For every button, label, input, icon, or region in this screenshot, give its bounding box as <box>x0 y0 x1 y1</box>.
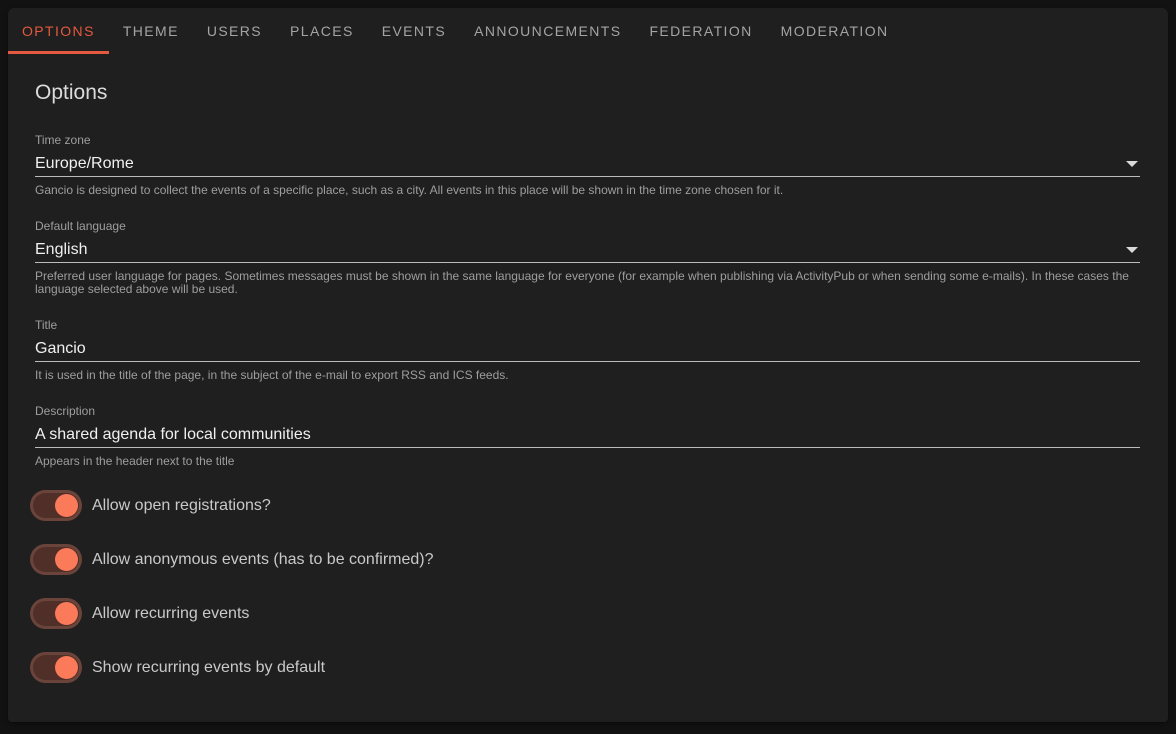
description-hint: Appears in the header next to the title <box>35 454 235 468</box>
allow-registration-label: Allow open registrations? <box>92 496 271 514</box>
chevron-down-icon <box>1126 161 1138 167</box>
description-label: Description <box>35 404 96 418</box>
tab-federation[interactable] <box>635 8 766 54</box>
allow-recurring-events-label: Allow recurring events <box>92 604 250 622</box>
language-label: Default language <box>35 219 126 233</box>
title-field <box>35 318 1140 382</box>
timezone-select[interactable] <box>35 151 1140 177</box>
language-select[interactable] <box>35 237 1140 263</box>
description-input[interactable] <box>35 422 1140 447</box>
description-input-row <box>35 422 1140 448</box>
description-field <box>35 404 1140 468</box>
title-hint: It is used in the title of the page, in the subject of the e-mail to export RSS and ICS feeds. <box>35 368 509 382</box>
admin-settings-panel <box>8 8 1168 722</box>
switch-thumb <box>55 548 78 571</box>
allow-anon-events-row <box>30 544 1140 575</box>
title-input[interactable] <box>35 336 1140 361</box>
timezone-field <box>35 133 1140 197</box>
options-content <box>8 54 1168 683</box>
tab-moderation[interactable] <box>767 8 903 54</box>
tab-announcements-label: ANNOUNCEMENTS <box>474 23 622 39</box>
title-label: Title <box>35 318 58 332</box>
switch-thumb <box>55 656 78 679</box>
admin-tabbar <box>8 8 1168 54</box>
chevron-down-icon <box>1126 247 1138 253</box>
language-hint: Preferred user language for pages. Sometimes messages must be shown in the same language for everyone (for example when publishing via ActivityPub or when sending some e-mails). In these cases the language selected above will be used. <box>35 269 1129 296</box>
tab-users[interactable] <box>193 8 276 54</box>
allow-anon-events-switch[interactable] <box>30 544 82 575</box>
switch-thumb <box>55 494 78 517</box>
tab-theme-label: THEME <box>122 23 179 39</box>
tab-theme[interactable] <box>109 8 193 54</box>
tab-federation-label: FEDERATION <box>649 23 753 39</box>
title-input-row <box>35 336 1140 362</box>
show-recurring-events-row <box>30 652 1140 683</box>
switch-thumb <box>55 602 78 625</box>
timezone-hint: Gancio is designed to collect the events of a specific place, such as a city. All events in this place will be shown in the time zone chosen for it. <box>35 183 784 197</box>
allow-registration-row <box>30 490 1140 521</box>
tab-places[interactable] <box>276 8 368 54</box>
tab-announcements[interactable] <box>460 8 635 54</box>
timezone-label: Time zone <box>35 133 91 147</box>
page-title: Options <box>35 81 108 104</box>
show-recurring-events-switch[interactable] <box>30 652 82 683</box>
tab-moderation-label: MODERATION <box>780 23 889 39</box>
tab-options-label: OPTIONS <box>22 23 95 39</box>
allow-recurring-events-switch[interactable] <box>30 598 82 629</box>
show-recurring-events-label: Show recurring events by default <box>92 658 326 676</box>
allow-recurring-events-row <box>30 598 1140 629</box>
tab-users-label: USERS <box>206 23 263 39</box>
allow-registration-switch[interactable] <box>30 490 82 521</box>
language-value: English <box>35 240 88 258</box>
tab-events-label: EVENTS <box>381 23 447 39</box>
language-field <box>35 219 1140 296</box>
timezone-value: Europe/Rome <box>35 154 134 172</box>
tab-options[interactable] <box>8 8 109 54</box>
tab-events[interactable] <box>368 8 460 54</box>
allow-anon-events-label: Allow anonymous events (has to be confirmed)? <box>92 550 434 568</box>
tab-places-label: PLACES <box>290 23 354 39</box>
